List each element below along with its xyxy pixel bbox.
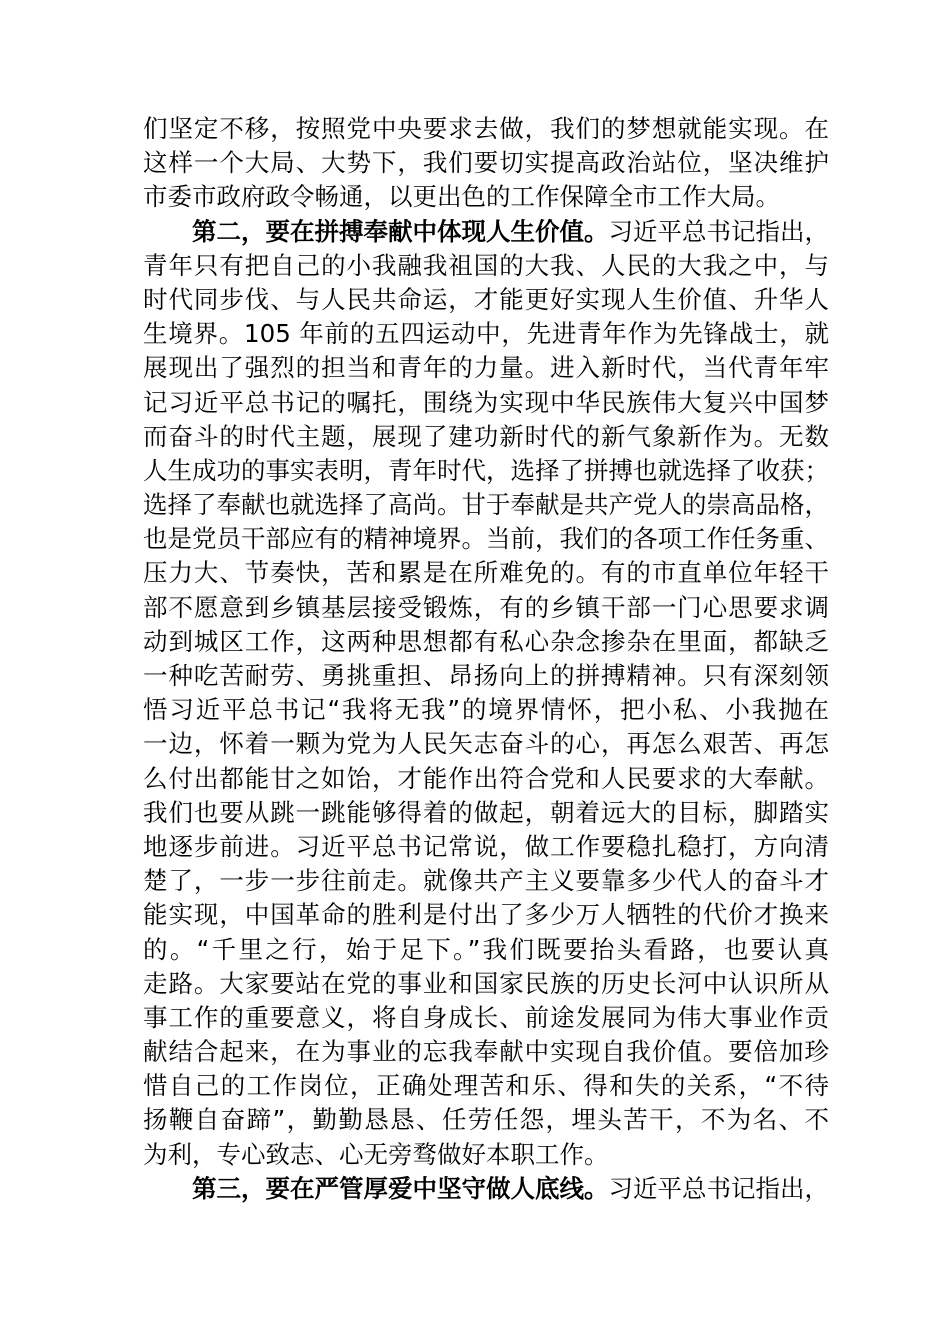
text-line xyxy=(143,659,829,693)
body-text: 也是党员干部应有的精神境界。当前，我们的各项工作任务重、 xyxy=(143,524,829,554)
text-line xyxy=(143,1001,829,1035)
body-text: 部不愿意到乡镇基层接受锻炼，有的乡镇干部一门心思要求调 xyxy=(143,592,829,622)
body-text: 这样一个大局、大势下，我们要切实提高政治站位，坚决维护 xyxy=(143,148,829,178)
body-text: 为利，专心致志、心无旁骛做好本职工作。 xyxy=(143,1139,609,1169)
body-text: 的。“千里之行，始于足下。”我们既要抬头看路，也要认真 xyxy=(143,934,829,964)
body-text: 青年只有把自己的小我融我祖国的大我、人民的大我之中，与 xyxy=(143,250,829,280)
text-line xyxy=(143,215,829,249)
text-line xyxy=(143,454,829,488)
text-line xyxy=(143,693,829,727)
text-line xyxy=(143,864,829,898)
paragraph-p3 xyxy=(143,1172,829,1206)
text-line xyxy=(143,967,829,1001)
text-line xyxy=(143,556,829,590)
paragraph-p2 xyxy=(143,215,829,1172)
text-line xyxy=(143,933,829,967)
body-text: 习近平总书记指出， xyxy=(608,216,829,246)
body-text: 选择了奉献也就选择了高尚。甘于奉献是共产党人的崇高品格， xyxy=(143,490,829,520)
body-text: 事工作的重要意义，将自身成长、前途发展同为伟大事业作贡 xyxy=(143,1002,829,1032)
bold-heading-text: 第二，要在拼搏奉献中体现人生价值。 xyxy=(192,216,609,246)
body-text: 惜自己的工作岗位，正确处理苦和乐、得和失的关系，“不待 xyxy=(143,1071,829,1101)
body-text: 压力大、节奏快，苦和累是在所难免的。有的市直单位年轻干 xyxy=(143,558,829,588)
body-text: 一边，怀着一颗为党为人民矢志奋斗的心，再怎么艰苦、再怎 xyxy=(143,729,829,759)
text-line xyxy=(143,351,829,385)
body-text: 人生成功的事实表明，青年时代，选择了拼搏也就选择了收获； xyxy=(143,455,829,485)
body-text: 们坚定不移，按照党中央要求去做，我们的梦想就能实现。在 xyxy=(143,114,829,143)
text-line xyxy=(143,386,829,420)
text-line xyxy=(143,591,829,625)
body-text: 记习近平总书记的嘱托，围绕为实现中华民族伟大复兴中国梦 xyxy=(143,387,829,417)
text-line xyxy=(143,317,829,351)
body-text: 地逐步前进。习近平总书记常说，做工作要稳扎稳打，方向清 xyxy=(143,831,829,861)
document-page xyxy=(143,112,829,1206)
body-text: 动到城区工作，这两种思想都有私心杂念掺杂在里面，都缺乏 xyxy=(143,626,829,656)
bold-heading-text: 第三，要在严管厚爱中坚守做人底线。 xyxy=(192,1173,609,1203)
body-text: 能实现，中国革命的胜利是付出了多少万人牺牲的代价才换来 xyxy=(143,900,829,930)
text-line xyxy=(143,522,829,556)
text-line xyxy=(143,112,829,146)
text-line xyxy=(143,249,829,283)
body-text: 悟习近平总书记“我将无我”的境界情怀，把小私、小我抛在 xyxy=(143,695,829,725)
text-line xyxy=(143,1035,829,1069)
body-text: 一种吃苦耐劳、勇挑重担、昂扬向上的拼搏精神。只有深刻领 xyxy=(143,661,829,690)
body-text: 我们也要从跳一跳能够得着的做起，朝着远大的目标，脚踏实 xyxy=(143,797,829,827)
text-line xyxy=(143,420,829,454)
body-text: 走路。大家要站在党的事业和国家民族的历史长河中认识所从 xyxy=(143,968,829,998)
body-text: 时代同步伐、与人民共命运，才能更好实现人生价值、升华人 xyxy=(143,284,829,314)
text-line xyxy=(143,1138,829,1172)
body-text: 习近平总书记指出， xyxy=(608,1173,829,1203)
text-line xyxy=(143,830,829,864)
text-line xyxy=(143,727,829,761)
text-line xyxy=(143,762,829,796)
paragraph-p1 xyxy=(143,112,829,215)
text-line xyxy=(143,146,829,180)
body-text: 楚了，一步一步往前走。就像共产主义要靠多少代人的奋斗才 xyxy=(143,866,829,896)
text-line xyxy=(143,1172,829,1206)
text-line xyxy=(143,283,829,317)
text-line xyxy=(143,180,829,214)
body-text: 生境界。105 年前的五四运动中，先进青年作为先锋战士，就 xyxy=(143,319,829,349)
body-text: 扬鞭自奋蹄”，勤勤恳恳、任劳任怨，埋头苦干，不为名、不 xyxy=(143,1105,829,1135)
body-text: 展现出了强烈的担当和青年的力量。进入新时代，当代青年牢 xyxy=(143,353,829,383)
text-line xyxy=(143,488,829,522)
body-text: 献结合起来，在为事业的忘我奉献中实现自我价值。要倍加珍 xyxy=(143,1037,829,1067)
body-text: 么付出都能甘之如饴，才能作出符合党和人民要求的大奉献。 xyxy=(143,763,829,793)
text-line xyxy=(143,796,829,830)
text-line xyxy=(143,1069,829,1103)
body-text: 而奋斗的时代主题，展现了建功新时代的新气象新作为。无数 xyxy=(143,421,829,451)
text-line xyxy=(143,898,829,932)
text-line xyxy=(143,1103,829,1137)
body-text: 市委市政府政令畅通，以更出色的工作保障全市工作大局。 xyxy=(143,182,780,212)
text-line xyxy=(143,625,829,659)
